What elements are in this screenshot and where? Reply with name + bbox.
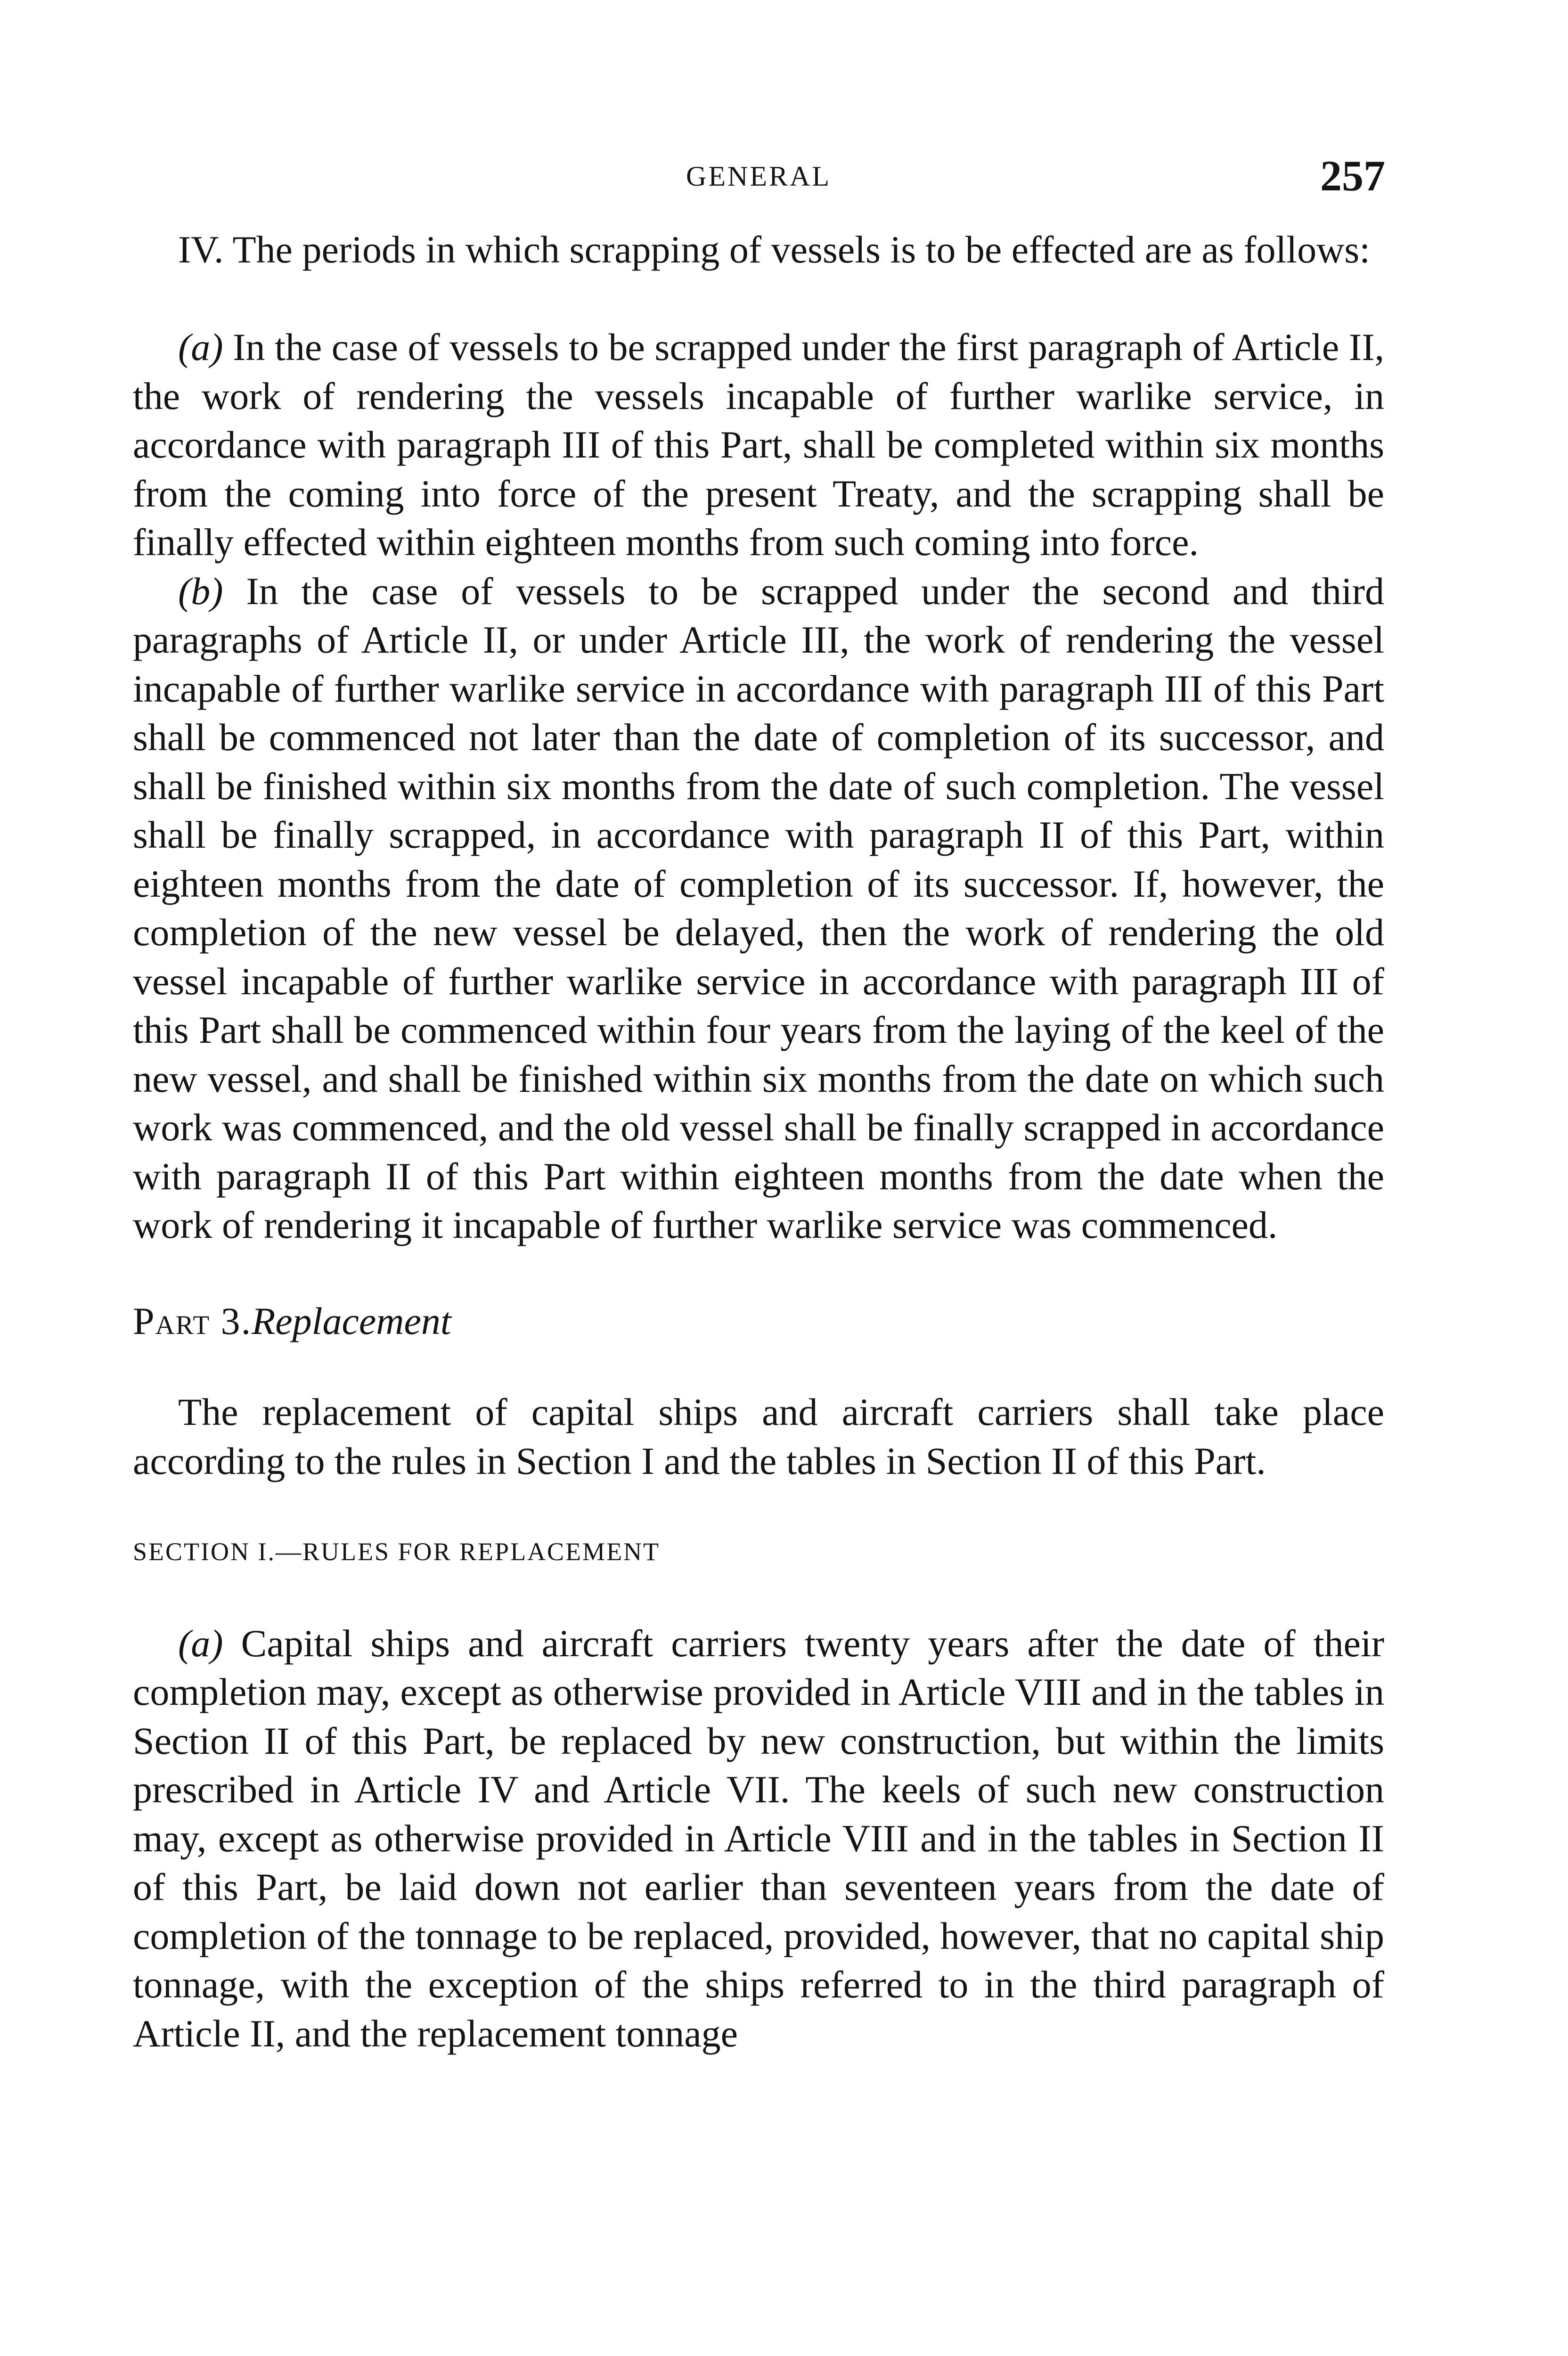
paragraph-a-label: (a) <box>178 326 223 368</box>
part-intro <box>133 1388 1384 1485</box>
part-heading <box>133 1297 1384 1346</box>
paragraph-a <box>133 323 1384 567</box>
paragraph-b-label: (b) <box>178 569 223 613</box>
part-intro-text: The replacement of capital ships and aircraft carriers shall take place according to the rules in Section I and the tables in Section II of this Part. <box>133 1391 1384 1482</box>
text-block <box>133 225 1384 2058</box>
spacer <box>133 1345 1384 1388</box>
spacer <box>133 1577 1384 1619</box>
paragraph-b-text: In the case of vessels to be scrapped under the second and third paragraphs of Article II, or under Article III, the work of rendering the vessel incapable of further warlike service in accordance with paragraph III of this Part shall be commenced not later than the date of completion of its successor, and shall be finished within six months from the date of such completion. The vessel shall be finally scrapped, in accordance with paragraph II of this Part, within eighteen months from the date of completion of its successor. If, however, the completion of the new vessel be delayed, then the work of rendering the old vessel incapable of further warlike service in accordance with paragraph III of this Part shall be commenced within four years from the laying of the keel of the new vessel, and shall be finished within six months from the date on which such work was commenced, and the old vessel shall be finally scrapped in accordance with paragraph II of this Part within eighteen months from the date when the work of rendering it incapable of further warlike service was commenced. <box>133 569 1384 1246</box>
paragraph-iv-text: IV. The periods in which scrapping of vessels is to be effected are as follows: <box>178 228 1370 271</box>
spacer <box>133 1250 1384 1297</box>
section-heading: SECTION I.—RULES FOR REPLACEMENT <box>133 1538 661 1566</box>
running-head <box>132 151 1385 207</box>
paragraph-iv <box>133 225 1384 274</box>
spacer <box>133 1485 1384 1528</box>
page-number: 257 <box>1320 152 1385 200</box>
part-heading-label: Part 3. <box>133 1299 252 1342</box>
spacer <box>133 274 1384 323</box>
paragraph-b <box>133 567 1384 1250</box>
section-a-text: Capital ships and aircraft carriers twenty years after the date of their completion may, except as otherwise provided in Article VIII and in the tables in Section II of this Part, be replaced by new construction, but within the limits prescribed in Article IV and Article VII. The keels of such new construction may, except as otherwise provided in Article VIII and in the tables in Section II of this Part, be laid down not earlier than seventeen years from the date of completion of the tonnage to be replaced, provided, however, that no capital ship tonnage, with the exception of the ships referred to in the third paragraph of Article II, and the replacement tonnage <box>133 1621 1384 2055</box>
section-a-label: (a) <box>178 1621 223 1665</box>
part-heading-title: Replacement <box>252 1299 451 1342</box>
section-paragraph-a <box>133 1619 1384 2058</box>
running-title: GENERAL <box>686 161 831 192</box>
paragraph-a-text: In the case of vessels to be scrapped under the first paragraph of Article II, the work of rendering the vessels incapable of further warlike service, in accordance with paragraph III of this Part, shall be completed within six months from the coming into force of the present Treaty, and the scrapping shall be finally effected within eighteen months from such coming into force. <box>133 326 1384 564</box>
